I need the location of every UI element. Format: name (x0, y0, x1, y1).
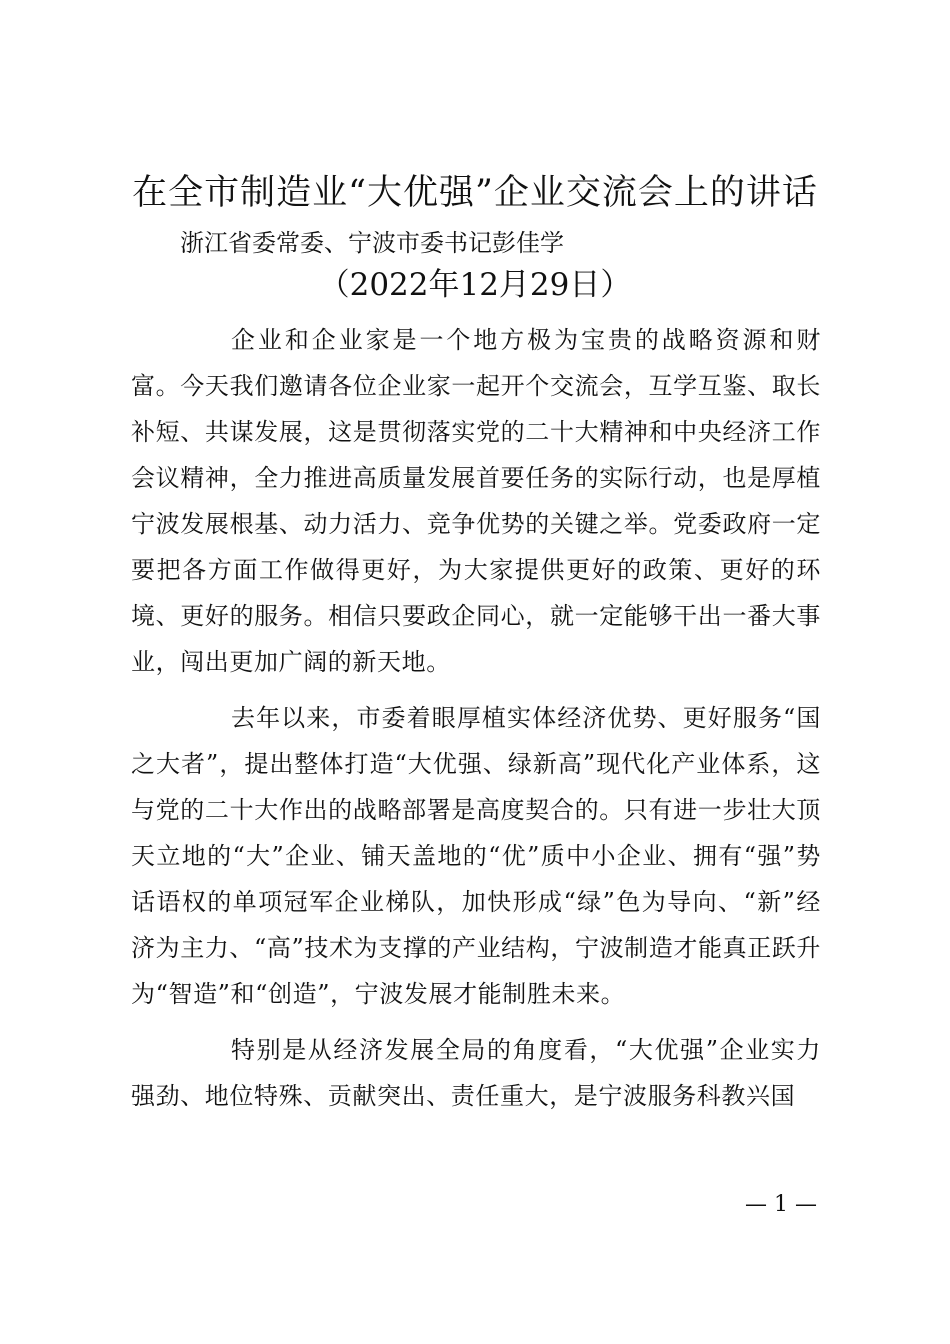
page-number: — 1 — (745, 1192, 817, 1217)
paragraph: 去年以来，市委着眼厚植实体经济优势、更好服务“国之大者”，提出整体打造“大优强、绿新高”现代化产业体系，这与党的二十大作出的战略部署是高度契合的。只有进一步壮大顶天立地的“大”企业、铺天盖地的“优”质中小企业、拥有“强”势话语权的单项冠军企业梯队，加快形成“绿”色为导向、“新”经济为主力、“高”技术为支撑的产业结构，宁波制造才能真正跃升为“智造”和“创造”，宁波发展才能制胜未来。 (131, 704, 821, 1008)
paragraph: 企业和企业家是一个地方极为宝贵的战略资源和财富。今天我们邀请各位企业家一起开个交流会，互学互鉴、取长补短、共谋发展，这是贯彻落实党的二十大精神和中央经济工作会议精神，全力推进高质量发展首要任务的实际行动，也是厚植宁波发展根基、动力活力、竞争优势的关键之举。党委政府一定要把各方面工作做得更好，为大家提供更好的政策、更好的环境、更好的服务。相信只要政企同心，就一定能够干出一番大事业，闯出更加广阔的新天地。 (131, 326, 821, 676)
document-title: 在全市制造业“大优强”企业交流会上的讲话 (132, 173, 818, 213)
document-body (131, 317, 821, 1119)
paragraph: 特别是从经济发展全局的角度看，“大优强”企业实力强劲、地位特殊、贡献突出、责任重大，是宁波服务科教兴国 (131, 1036, 821, 1110)
document-author: 浙江省委常委、宁波市委书记彭佳学 (180, 229, 564, 257)
document-date: （2022年12月29日） (318, 267, 632, 303)
